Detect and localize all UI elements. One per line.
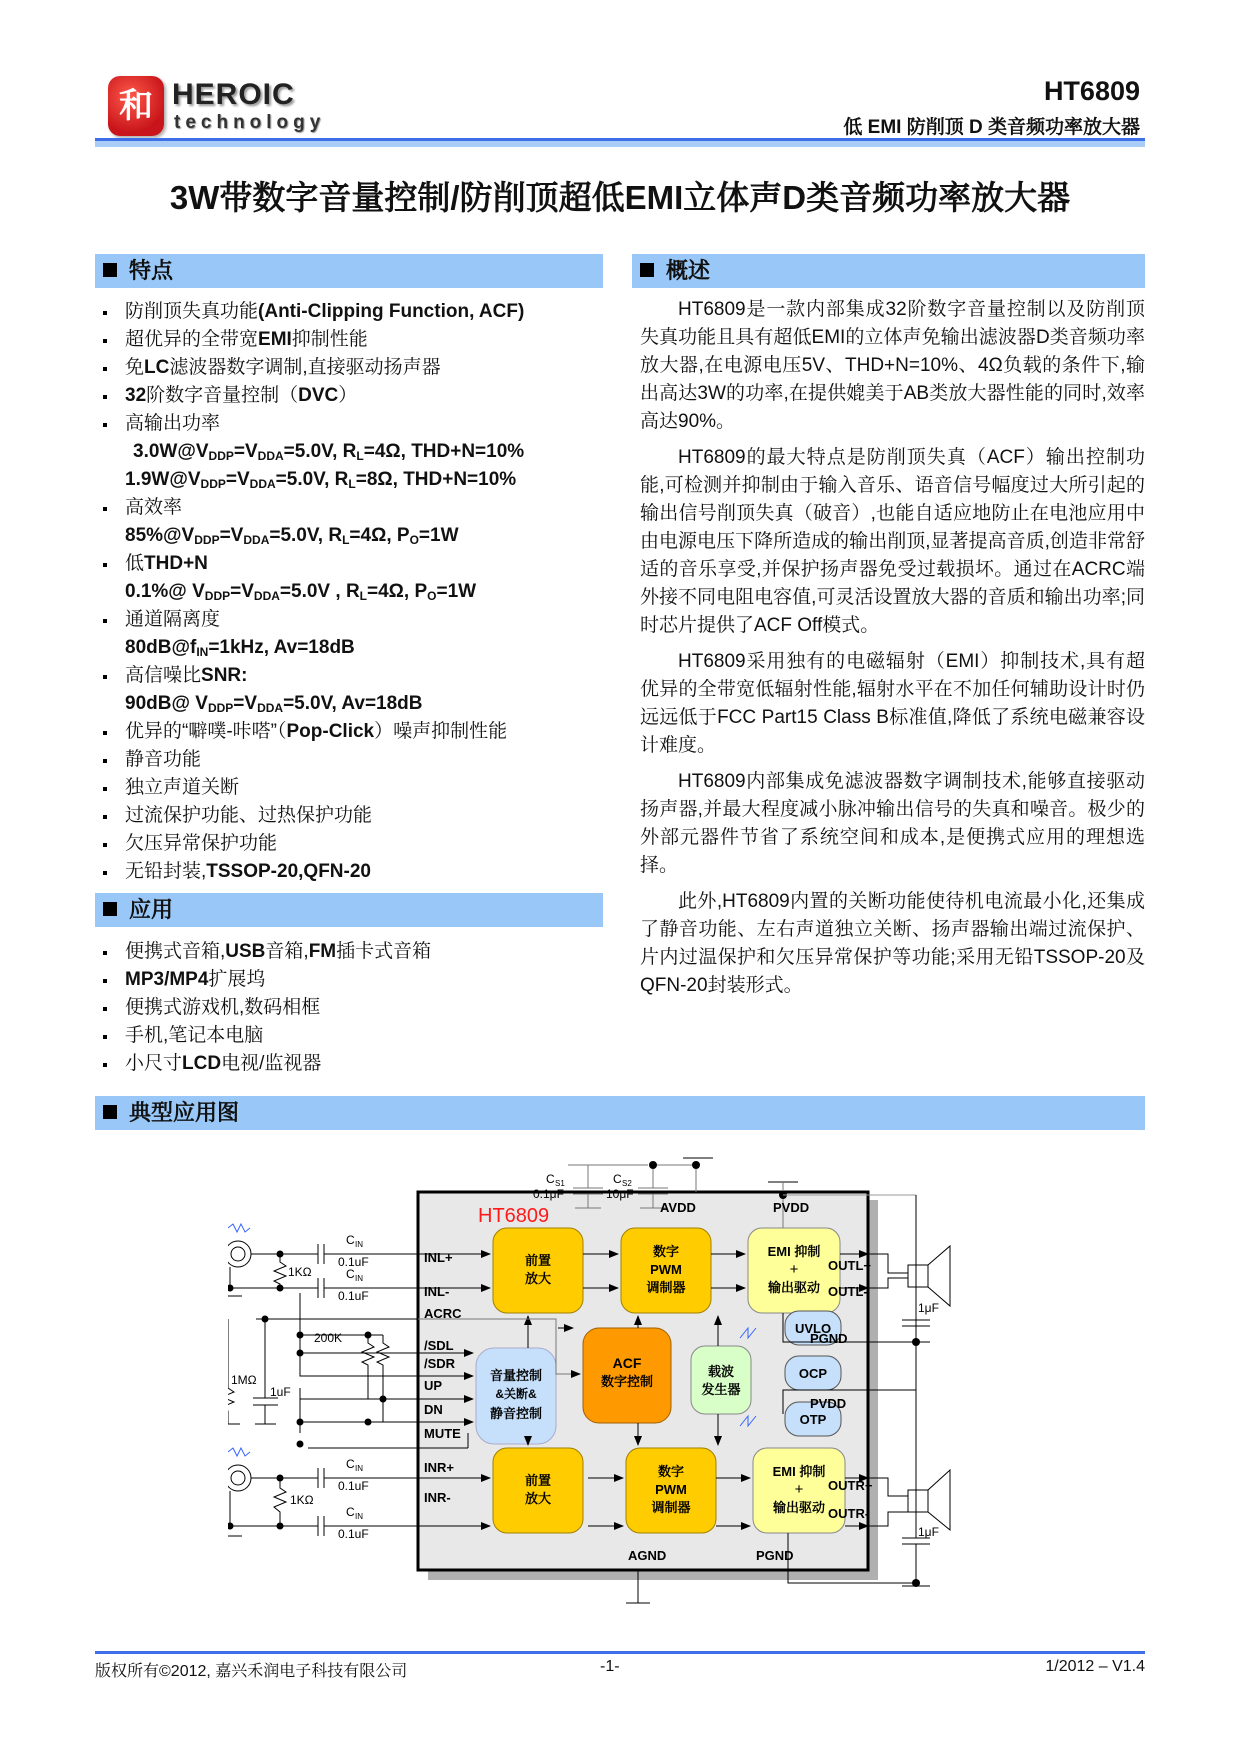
svg-text:AVDD: AVDD	[660, 1200, 696, 1215]
part-number: HT6809	[1043, 76, 1140, 106]
list-item: 高信噪比SNR:	[95, 662, 615, 690]
svg-text:EMI 抑制: EMI 抑制	[772, 1464, 826, 1479]
list-item: 静音功能	[95, 746, 615, 774]
svg-text:调制器: 调制器	[646, 1280, 686, 1295]
footer-rule	[95, 1651, 1145, 1654]
svg-text:OUTR+: OUTR+	[828, 1478, 873, 1493]
features-list	[95, 298, 615, 886]
header-band	[95, 141, 1145, 147]
svg-text:ACF: ACF	[612, 1355, 642, 1371]
header-subtitle: 低 EMI 防削顶 D 类音频功率放大器	[843, 117, 1140, 138]
list-item: 通道隔离度	[95, 606, 615, 634]
svg-text:OCP: OCP	[798, 1366, 828, 1381]
svg-text:C: C	[346, 1505, 355, 1519]
svg-text:INR+: INR+	[424, 1460, 454, 1475]
svg-text:输出驱动: 输出驱动	[772, 1500, 826, 1515]
list-item: 便携式音箱,USB音箱,FM插卡式音箱	[95, 938, 615, 966]
svg-text:MUTE: MUTE	[424, 1426, 461, 1441]
typical-application-diagram	[228, 1128, 1028, 1628]
list-item: MP3/MP4扩展坞	[95, 966, 615, 994]
svg-text:PVDD: PVDD	[773, 1200, 810, 1215]
svg-text:10μF: 10μF	[606, 1187, 634, 1201]
footer-page-number: -1-	[600, 1658, 620, 1675]
logo-seal-icon: 和	[108, 76, 164, 136]
svg-text:前置: 前置	[524, 1253, 552, 1268]
section-header-applications: 应用	[95, 893, 603, 927]
svg-text:C: C	[613, 1172, 622, 1186]
svg-text:放大: 放大	[524, 1271, 552, 1286]
section-header-typical-app: 典型应用图	[95, 1096, 1145, 1130]
chip-label: HT6809	[478, 1205, 550, 1227]
svg-text:IN: IN	[355, 1464, 363, 1473]
svg-text:INL-: INL-	[424, 1284, 450, 1299]
svg-text:AGND: AGND	[628, 1548, 667, 1563]
svg-text:+: +	[789, 1261, 799, 1278]
svg-text:静音控制: 静音控制	[489, 1406, 543, 1421]
svg-text:DN: DN	[424, 1402, 443, 1417]
square-bullet-icon	[103, 1105, 117, 1119]
svg-text:放大: 放大	[524, 1491, 552, 1506]
svg-text:&关断&: &关断&	[495, 1387, 537, 1401]
spec-line: 90dB@ $V_{DDP}=V_{DDA}=5.0V$, Av=18dB	[125, 693, 423, 715]
svg-text:S2: S2	[622, 1179, 632, 1188]
section-header-overview: 概述	[632, 254, 1145, 288]
svg-text:C: C	[546, 1172, 555, 1186]
list-item: 便携式游戏机,数码相框	[95, 994, 615, 1022]
overview-paragraph: HT6809内部集成免滤波器数字调制技术,能够直接驱动扬声器,并最大程度减小脉冲输出信号的失真和噪音。极少的外部元器件节省了系统空间和成本,是便携式应用的理想选择。	[640, 771, 1145, 876]
spec-line: $3.0W@V_{DDP}=V_{DDA}=5.0V$, $R_L=4\Omega$, THD+N=10%	[133, 441, 525, 463]
list-item: 小尺寸LCD电视/监视器	[95, 1050, 615, 1078]
svg-text:PWM: PWM	[655, 1482, 687, 1497]
svg-text:1uF: 1uF	[270, 1385, 291, 1399]
svg-text:+: +	[794, 1481, 804, 1498]
svg-text:OUTR-: OUTR-	[828, 1506, 870, 1521]
svg-text:1μF: 1μF	[918, 1301, 939, 1315]
svg-text:IN: IN	[355, 1240, 363, 1249]
svg-text:/SDL: /SDL	[424, 1338, 454, 1353]
list-item: 防削顶失真功能(Anti-Clipping Function, ACF)	[95, 298, 615, 326]
svg-text:PWM: PWM	[650, 1262, 682, 1277]
svg-text:数字: 数字	[652, 1244, 680, 1259]
footer-version: 1/2012 – V1.4	[1045, 1658, 1145, 1675]
svg-text:1KΩ: 1KΩ	[290, 1493, 314, 1507]
list-item: 超优异的全带宽EMI抑制性能	[95, 326, 615, 354]
footer-copyright: 版权所有©2012, 嘉兴禾润电子科技有限公司	[95, 1663, 408, 1680]
svg-text:OTP: OTP	[799, 1412, 827, 1427]
svg-text:调制器: 调制器	[651, 1500, 691, 1515]
svg-text:UVLO: UVLO	[794, 1321, 832, 1336]
svg-text:0.1uF: 0.1uF	[338, 1289, 369, 1303]
svg-text:0.1uF: 0.1uF	[338, 1479, 369, 1493]
overview-text	[640, 296, 1145, 1008]
svg-text:ACRC: ACRC	[424, 1306, 462, 1321]
svg-text:1MΩ: 1MΩ	[231, 1373, 257, 1387]
logo-subtext: technology	[174, 112, 326, 133]
svg-text:音量控制: 音量控制	[489, 1368, 543, 1383]
spec-line: $80dB@f_{IN}=1kHz$, Av=18dB	[125, 637, 355, 659]
svg-text:前置: 前置	[524, 1473, 552, 1488]
svg-text:0.1uF: 0.1uF	[338, 1255, 369, 1269]
overview-paragraph: 此外,HT6809内置的关断功能使待机电流最小化,还集成了静音功能、左右声道独立关断、扬声器输出端过流保护、片内过温保护和欠压异常保护等功能;采用无铅TSSOP-20及QFN-20封装形式。	[640, 891, 1145, 996]
svg-text:200K: 200K	[314, 1331, 343, 1345]
svg-text:C: C	[346, 1267, 355, 1281]
svg-text:EMI 抑制: EMI 抑制	[767, 1244, 821, 1259]
svg-text:OUTL-: OUTL-	[828, 1284, 868, 1299]
company-logo	[108, 76, 328, 140]
list-item: 免LC滤波器数字调制,直接驱动扬声器	[95, 354, 615, 382]
svg-text:1KΩ: 1KΩ	[288, 1265, 312, 1279]
svg-text:数字控制: 数字控制	[600, 1374, 654, 1389]
spec-line: $85\%@V_{DDP}=V_{DDA}=5.0V$, $R_L=4\Omega$, $P_O=1W$	[125, 525, 459, 547]
list-item: 高效率	[95, 494, 615, 522]
square-bullet-icon	[640, 263, 654, 277]
section-header-features: 特点	[95, 254, 603, 288]
svg-text:S1: S1	[555, 1179, 565, 1188]
overview-paragraph: HT6809采用独有的电磁辐射（EMI）抑制技术,具有超优异的全带宽低辐射性能,辐射水平在不加任何辅助设计时仍远远低于FCC Part15 Class B标准值,降低了系统电磁兼容设计难度。	[640, 651, 1145, 756]
list-item: 无铅封装,TSSOP-20,QFN-20	[95, 858, 615, 886]
svg-text:PVDD: PVDD	[810, 1396, 847, 1411]
svg-text:数字: 数字	[657, 1464, 685, 1479]
list-item: 手机,笔记本电脑	[95, 1022, 615, 1050]
spec-line: 0.1%@ $V_{DDP}=V_{DDA}=5.0V$ , $R_L=4\Omega$, $P_O=1W$	[125, 581, 477, 603]
svg-text:OUTL+: OUTL+	[828, 1258, 871, 1273]
svg-text:C: C	[346, 1457, 355, 1471]
svg-text:输出驱动: 输出驱动	[767, 1280, 821, 1295]
svg-text:INR-: INR-	[424, 1490, 451, 1505]
svg-text:1μF: 1μF	[918, 1525, 939, 1539]
list-item: 32阶数字音量控制（DVC）	[95, 382, 615, 410]
svg-text:INL+: INL+	[424, 1250, 453, 1265]
svg-text:0.1μF: 0.1μF	[533, 1187, 564, 1201]
svg-text:C: C	[346, 1233, 355, 1247]
document-title: 3W带数字音量控制/防削顶超低EMI立体声D类音频功率放大器	[169, 179, 1071, 216]
square-bullet-icon	[103, 263, 117, 277]
svg-text:载波: 载波	[707, 1364, 735, 1379]
logo-brand: HEROIC	[172, 78, 295, 111]
svg-text:0.1uF: 0.1uF	[338, 1527, 369, 1541]
svg-text:/SDR: /SDR	[424, 1356, 456, 1371]
spec-line: $1.9W@V_{DDP}=V_{DDA}=5.0V$, $R_L=8\Omega$, THD+N=10%	[125, 469, 517, 491]
svg-text:PGND: PGND	[756, 1548, 794, 1563]
list-item: 过流保护功能、过热保护功能	[95, 802, 615, 830]
svg-text:发生器: 发生器	[701, 1382, 741, 1397]
overview-paragraph: HT6809的最大特点是防削顶失真（ACF）输出控制功能,可检测并抑制由于输入音乐、语音信号幅度过大所引起的输出信号削顶失真（破音）,也能自适应地防止在电池应用中由电源电压下降所造成的输出削顶,显著提高音质,创造非常舒适的音乐享受,并保护扬声器免受过载损坏。通过在ACRC端外接不同电阻电容值,可灵活设置放大器的音质和输出功率;同时芯片提供了ACF Off模式。	[640, 447, 1145, 636]
list-item: 独立声道关断	[95, 774, 615, 802]
square-bullet-icon	[103, 902, 117, 916]
svg-text:IN: IN	[355, 1274, 363, 1283]
svg-text:IN: IN	[355, 1512, 363, 1521]
applications-list	[95, 938, 615, 1078]
list-item: 高输出功率	[95, 410, 615, 438]
list-item: 欠压异常保护功能	[95, 830, 615, 858]
overview-paragraph: HT6809是一款内部集成32阶数字音量控制以及防削顶失真功能且具有超低EMI的立体声免输出滤波器D类音频功率放大器,在电源电压5V、THD+N=10%、4Ω负载的条件下,输出高达3W的功率,在提供媲美于AB类放大器性能的同时,效率高达90%。	[640, 299, 1145, 432]
svg-text:UP: UP	[424, 1378, 443, 1393]
list-item: 低THD+N	[95, 550, 615, 578]
svg-text:PGND: PGND	[810, 1331, 848, 1346]
list-item: 优异的“噼噗-咔嗒”（Pop-Click）噪声抑制性能	[95, 718, 615, 746]
